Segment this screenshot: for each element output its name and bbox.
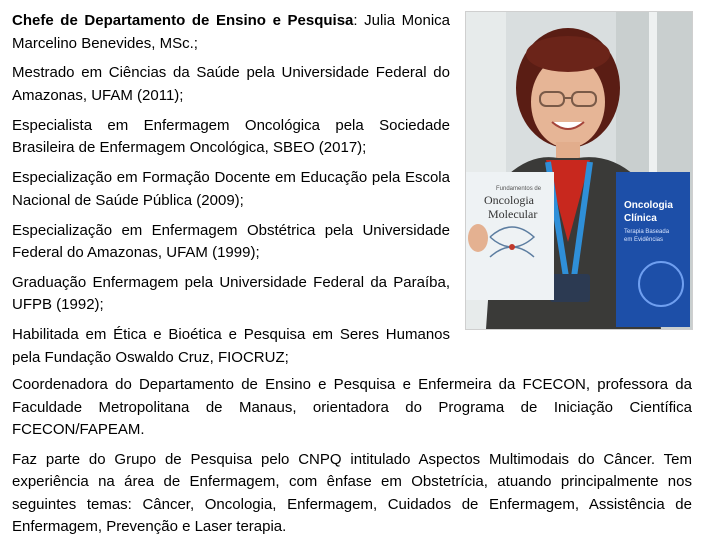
credential-item: Especialista em Enfermagem Oncológica pela Sociedade Brasileira de Enfermagem Oncológica, SBEO (2017); <box>12 116 450 157</box>
research-paragraph: Faz parte do Grupo de Pesquisa pelo CNPQ intitulado Aspectos Multimodais do Câncer. Tem experiência na área de Enfermagem, com ênfase em Obstetrícia, atuando principalmente nos seguintes temas: Câncer, Oncologia, Enfermagem, Cuidados de Enfermagem, Assistência de Enfermagem, Prevenção e Laser terapia. <box>12 450 692 536</box>
left-book-title-2: Molecular <box>488 207 538 221</box>
bottom-section <box>12 374 692 546</box>
profile-photo <box>465 11 693 330</box>
credential-item: Graduação Enfermagem pela Universidade Federal da Paraíba, UFPB (1992); <box>12 273 450 314</box>
profile-photo-illustration <box>466 12 692 329</box>
right-book <box>616 172 690 327</box>
credential-item: Especialização em Enfermagem Obstétrica pela Universidade Federal do Amazonas, UFAM (1999); <box>12 221 450 262</box>
header-paragraph <box>12 10 450 55</box>
role-paragraph: Coordenadora do Departamento de Ensino e Pesquisa e Enfermeira da FCECON, professora da Faculdade Metropolitana de Manaus, orientadora do Programa de Iniciação Científica FCECON/FAPEAM. <box>12 376 692 438</box>
right-book-subtitle-1: Terapia Baseada <box>624 229 670 235</box>
credential-item: Habilitada em Ética e Bioética e Pesquisa em Seres Humanos pela Fundação Oswaldo Cruz, FIOCRUZ; <box>12 326 450 366</box>
person-name: Julia Monica Marcelino Benevides, MSc.; <box>12 12 450 52</box>
right-book-title-2: Clínica <box>624 213 657 224</box>
left-book-subtitle: Fundamentos de <box>496 186 542 192</box>
position-label: Chefe de Departamento de Ensino e Pesquisa <box>12 12 354 29</box>
right-book-subtitle-2: em Evidências <box>624 237 664 243</box>
left-book-title-1: Oncologia <box>484 193 534 207</box>
profile-top-section <box>12 10 692 372</box>
name-separator: : <box>353 12 358 29</box>
credential-item: Mestrado em Ciências da Saúde pela Universidade Federal do Amazonas, UFAM (2011); <box>12 64 450 104</box>
credentials-column <box>12 10 450 377</box>
credential-item: Especialização em Formação Docente em Educação pela Escola Nacional de Saúde Pública (2009); <box>12 169 450 209</box>
document-page <box>12 10 692 372</box>
right-book-title-1: Oncologia <box>624 200 673 211</box>
